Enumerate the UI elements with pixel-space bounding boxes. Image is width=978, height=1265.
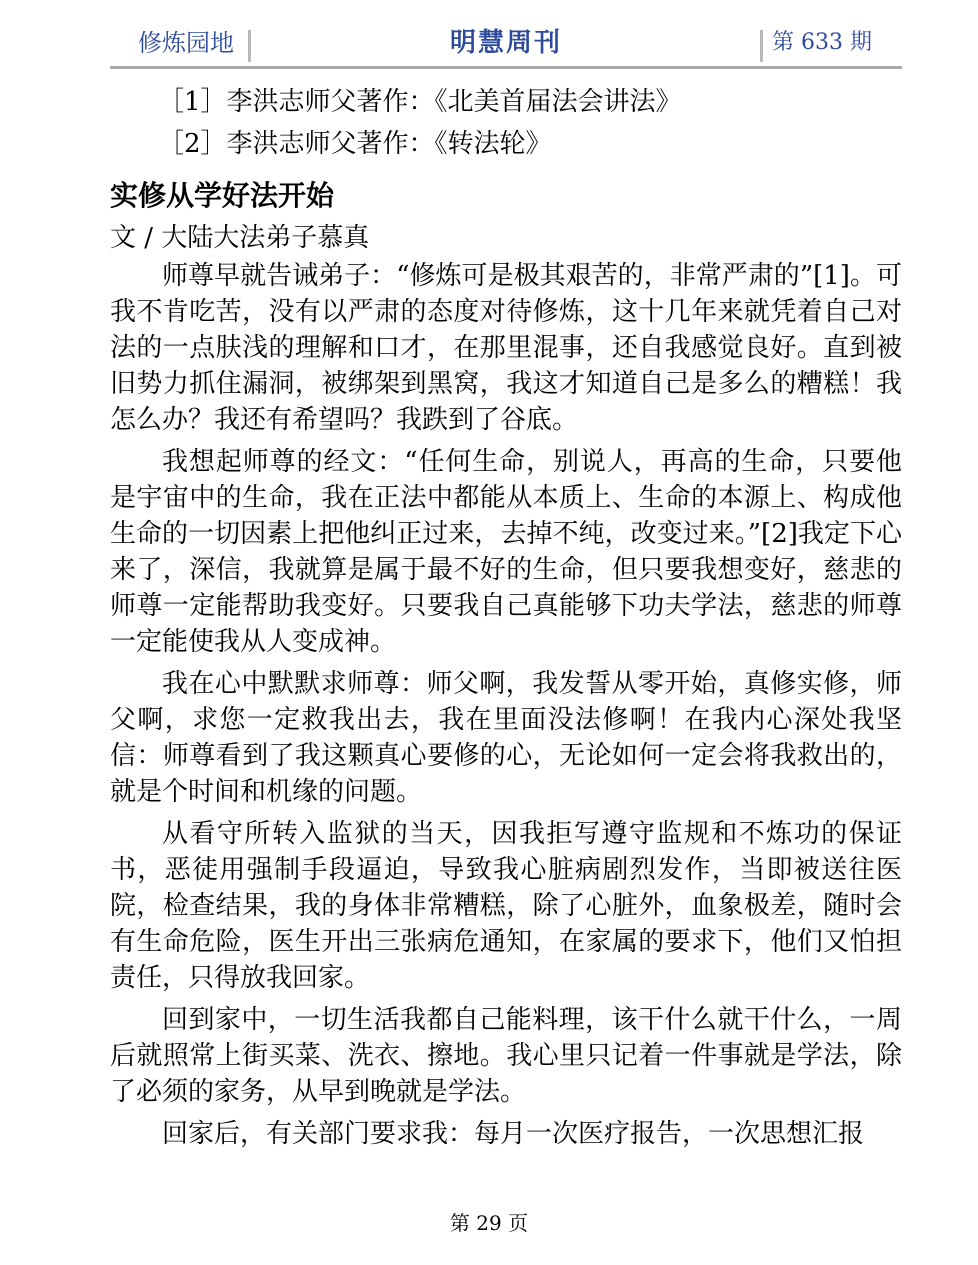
paragraph-5: 回到家中，一切生活我都自己能料理，该干什么就干什么，一周后就照常上街买菜、洗衣、擦地。我心里只记着一件事就是学法，除了必须的家务，从早到晚就是学法。 bbox=[110, 1005, 902, 1107]
paragraph-2: 我想起师尊的经文：“任何生命，别说人，再高的生命，只要他是宇宙中的生命，我在正法中都能从本质上、生命的本源上、构成他生命的一切因素上把他纠正过来，去掉不纯，改变过来。”[2]我定下心来了，深信，我就算是属于最不好的生命，但只要我想变好，慈悲的师尊一定能帮助我变好。只要我自己真能够下功夫学法，慈悲的师尊一定能使我从人变成神。 bbox=[110, 447, 902, 657]
paragraph-4: 从看守所转入监狱的当天，因我拒写遵守监规和不炼功的保证书，恶徒用强制手段逼迫，导致我心脏病剧烈发作，当即被送往医院，检查结果，我的身体非常糟糕，除了心脏外，血象极差，随时会有生命危险，医生开出三张病危通知，在家属的要求下，他们又怕担责任，只得放我回家。 bbox=[110, 819, 902, 993]
section-name: 修炼园地 bbox=[138, 29, 234, 57]
paragraph-6: 回家后，有关部门要求我：每月一次医疗报告，一次思想汇报 bbox=[162, 1119, 865, 1149]
paragraph-3: 我在心中默默求师尊：师父啊，我发誓从零开始，真修实修，师父啊，求您一定救我出去，我在里面没法修啊！在我内心深处我坚信：师尊看到了我这颗真心要修的心，无论如何一定会将我救出的，就是个时间和机缘的问题。 bbox=[110, 669, 902, 807]
header-divider-right bbox=[760, 30, 763, 62]
paragraph-1: 师尊早就告诫弟子：“修炼可是极其艰苦的，非常严肃的”[1]。可我不肯吃苦，没有以严肃的态度对待修炼，这十几年来就凭着自己对法的一点肤浅的理解和口才，在那里混事，还自我感觉良好。直到被旧势力抓住漏洞，被绑架到黑窝，我这才知道自己是多么的糟糕！我怎么办？我还有希望吗？我跌到了谷底。 bbox=[110, 261, 902, 435]
reference-2: ［2］李洪志师父著作：《转法轮》 bbox=[158, 129, 552, 159]
article-author: 文 / 大陆大法弟子慕真 bbox=[110, 223, 370, 253]
publication-title: 明慧周刊 bbox=[449, 28, 562, 58]
issue-number: 第 633 期 bbox=[772, 30, 872, 55]
page-header bbox=[110, 22, 902, 66]
reference-1: ［1］李洪志师父著作：《北美首届法会讲法》 bbox=[158, 87, 682, 117]
header-rule bbox=[110, 66, 902, 69]
article-title: 实修从学好法开始 bbox=[110, 179, 335, 212]
page-content bbox=[110, 84, 902, 1158]
page-number: 第 29 页 bbox=[449, 1211, 529, 1235]
